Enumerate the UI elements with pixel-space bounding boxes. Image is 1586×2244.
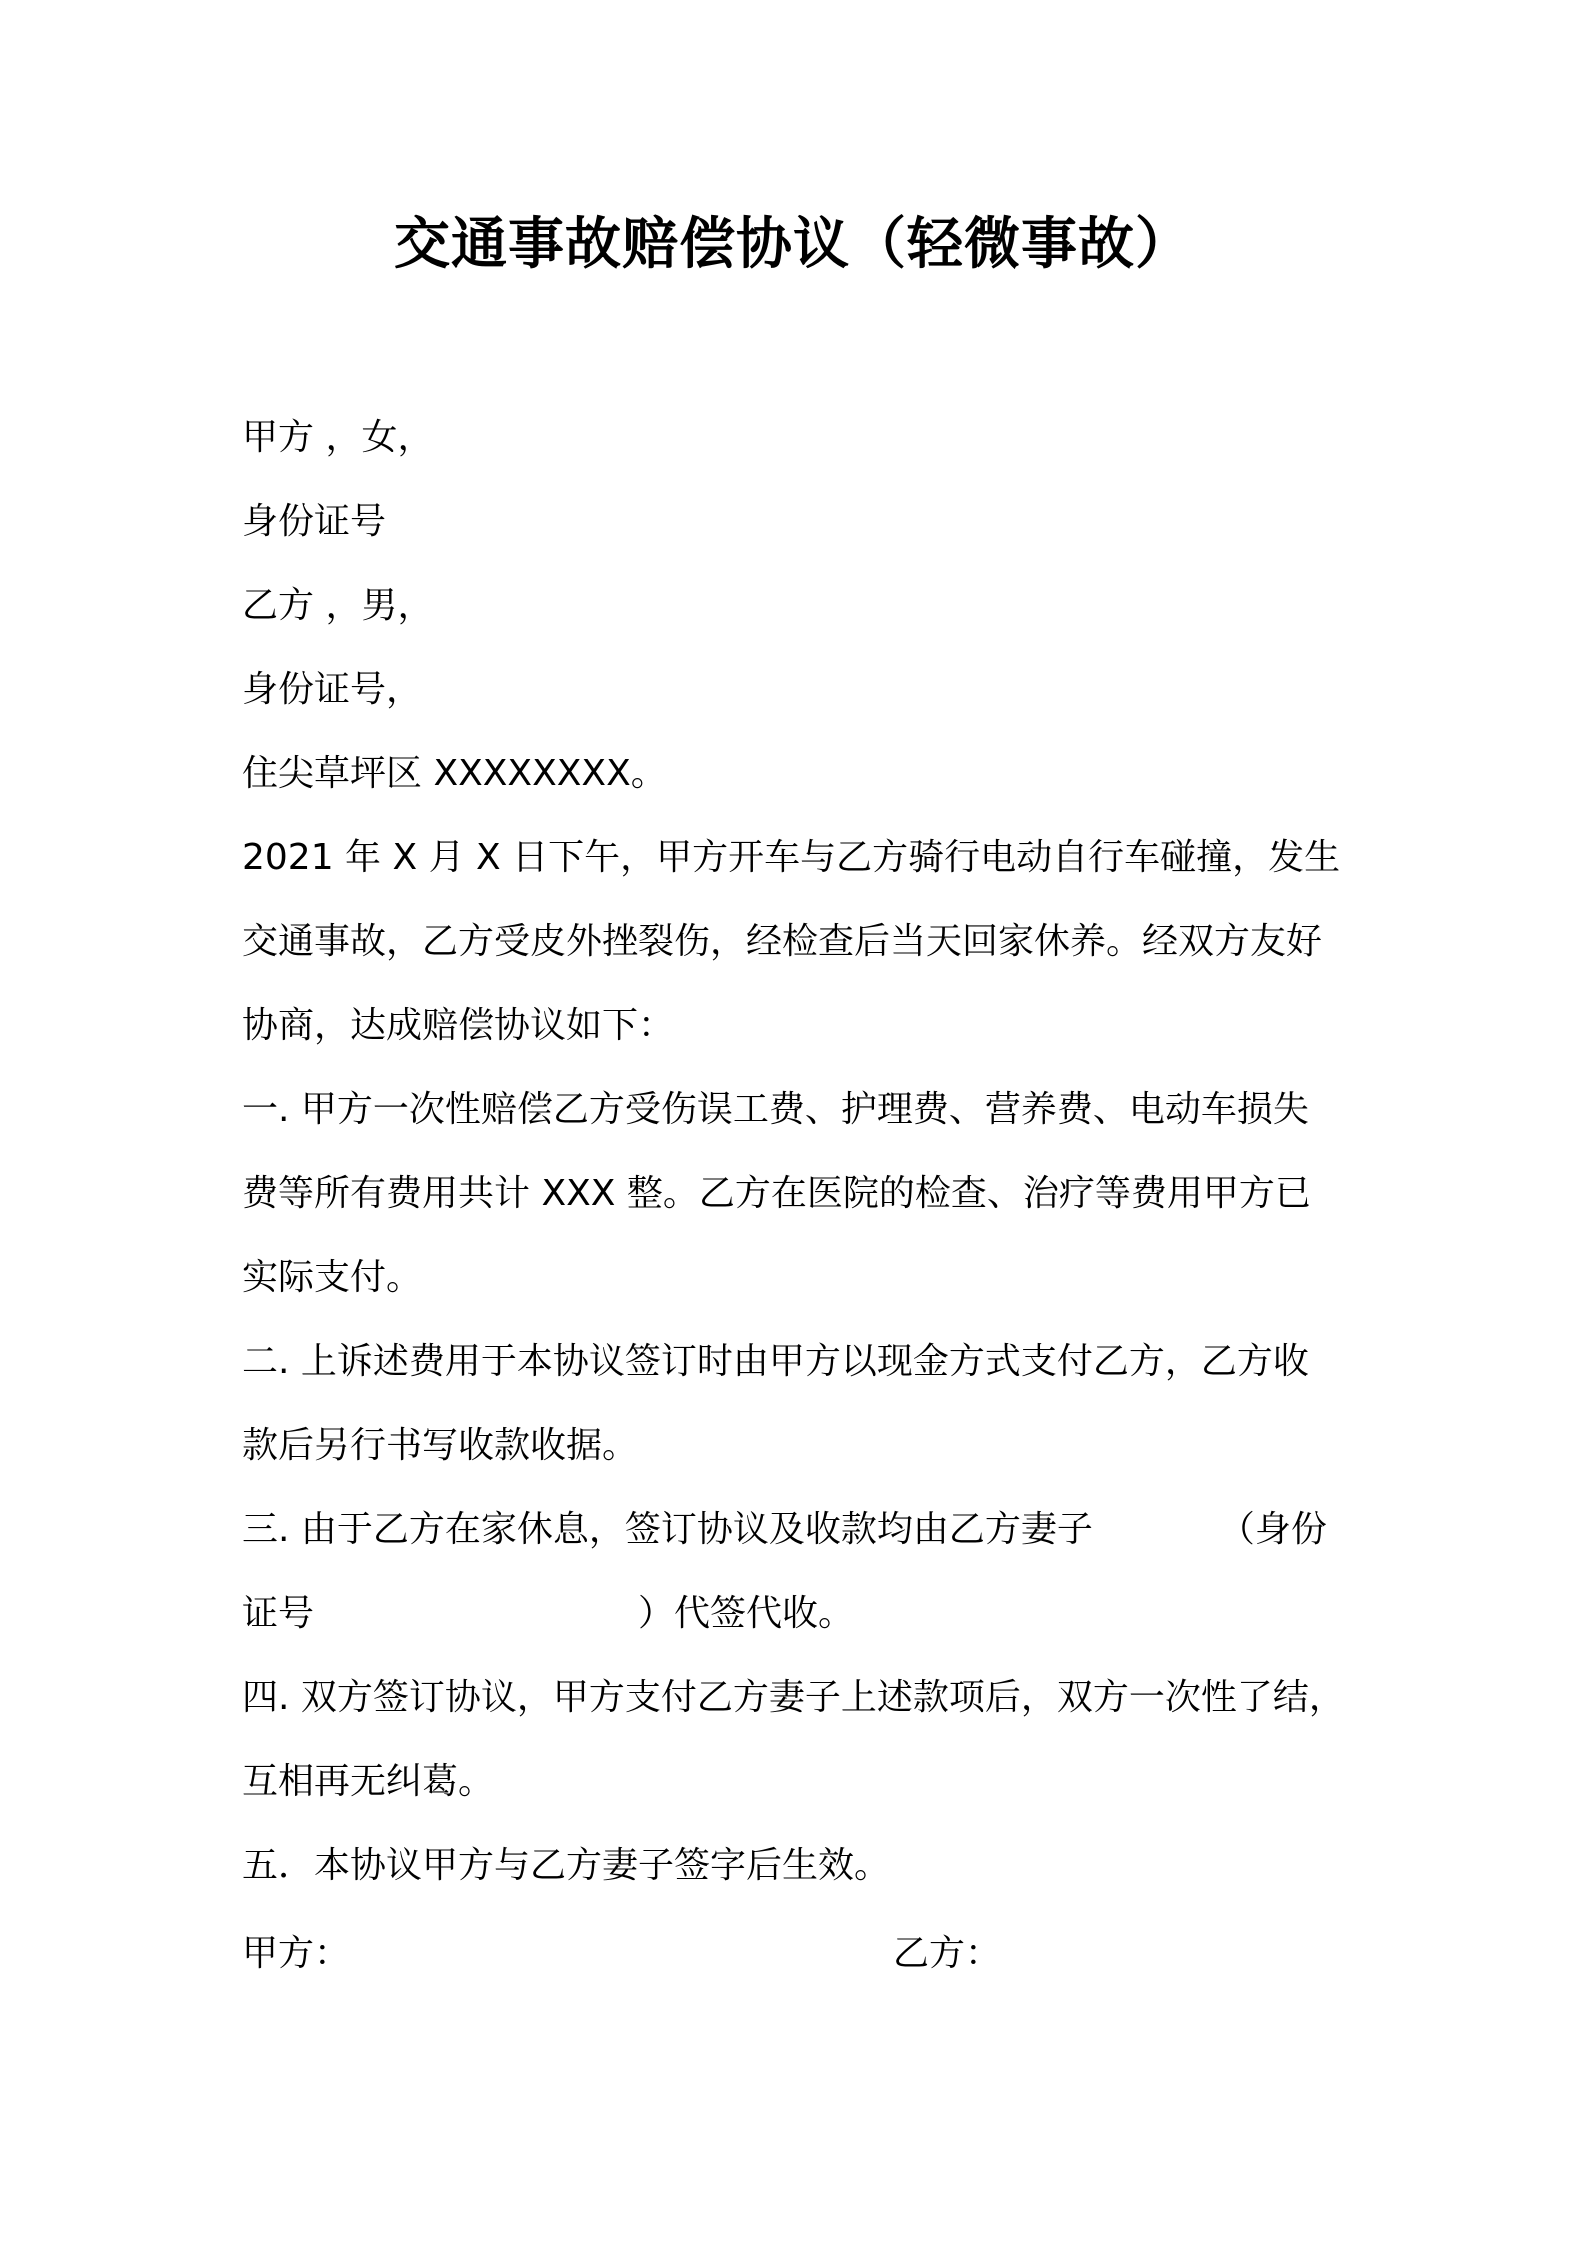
party-a-id: 身份证号 bbox=[242, 501, 387, 542]
clause-2-line: 款后另行书写收款收据。 bbox=[242, 1425, 639, 1466]
document-title: 交通事故赔偿协议（轻微事故） bbox=[394, 212, 1192, 277]
clause-4-line: 四. 双方签订协议，甲方支付乙方妻子上述款项后，双方一次性了结， bbox=[242, 1677, 1345, 1718]
clause-2-line: 二. 上诉述费用于本协议签订时由甲方以现金方式支付乙方，乙方收 bbox=[242, 1341, 1309, 1382]
party-b-id: 身份证号， bbox=[242, 669, 423, 710]
party-b-address: 住尖草坪区 XXXXXXXX。 bbox=[242, 753, 667, 794]
intro-line: 交通事故，乙方受皮外挫裂伤，经检查后当天回家休养。经双方友好 bbox=[242, 921, 1323, 962]
intro-line: 协商，达成赔偿协议如下： bbox=[242, 1005, 675, 1046]
clause-3-line: 三. 由于乙方在家休息，签订协议及收款均由乙方妻子 （身份 bbox=[242, 1509, 1327, 1550]
clause-3-line: 证号 ）代签代收。 bbox=[242, 1593, 855, 1634]
clause-1-line: 费等所有费用共计 XXX 整。乙方在医院的检查、治疗等费用甲方已 bbox=[242, 1173, 1311, 1214]
signature-party-a: 甲方： bbox=[242, 1933, 351, 1974]
clause-5-line: 五．本协议甲方与乙方妻子签字后生效。 bbox=[242, 1845, 891, 1886]
signature-party-b: 乙方： bbox=[893, 1933, 1002, 1974]
clause-1-line: 一. 甲方一次性赔偿乙方受伤误工费、护理费、营养费、电动车损失 bbox=[242, 1089, 1309, 1130]
clause-4-line: 互相再无纠葛。 bbox=[242, 1761, 495, 1802]
clause-1-line: 实际支付。 bbox=[242, 1257, 423, 1298]
intro-line: 2021 年 X 月 X 日下午，甲方开车与乙方骑行电动自行车碰撞，发生 bbox=[242, 837, 1341, 878]
party-a-line: 甲方 ，女， bbox=[242, 417, 434, 458]
party-b-line: 乙方 ，男， bbox=[242, 585, 434, 626]
